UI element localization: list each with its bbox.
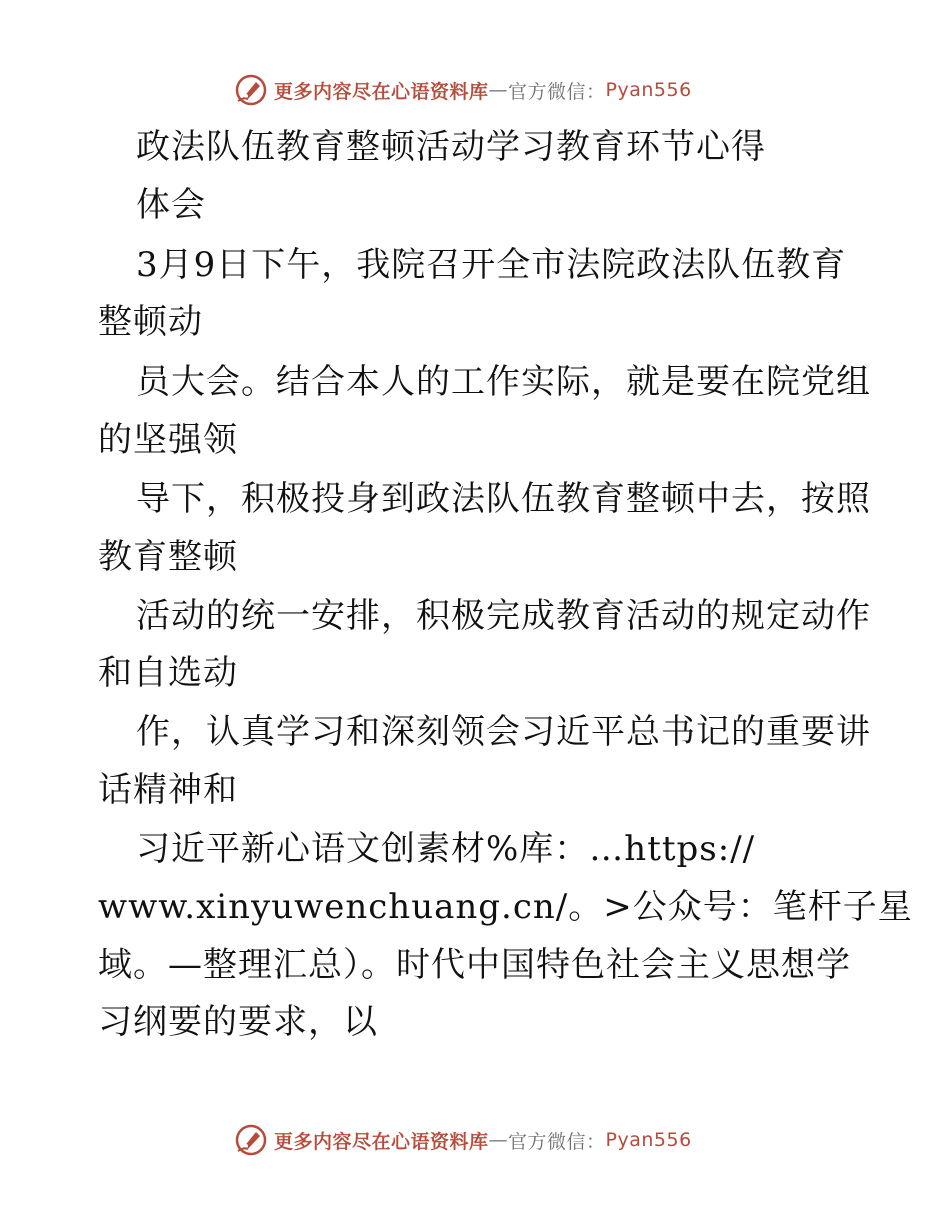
banner-wechat-label: 官方微信： <box>508 80 606 103</box>
doc-line: 政法队伍教育整顿活动学习教育环节心得 <box>136 127 766 167</box>
banner-main-text: 更多内容尽在心语资料库 <box>274 80 489 103</box>
pen-nib-logo-icon <box>234 1123 268 1157</box>
banner-dash: — <box>488 79 509 101</box>
doc-line: 域。—整理汇总）。时代中国特色社会主义思想学 <box>98 945 851 985</box>
footer-watermark-banner <box>234 1120 714 1160</box>
pen-nib-logo-icon <box>234 73 268 107</box>
doc-line: www.xinyuwenchuang.cn/。>公众号：笔杆子星 <box>98 887 913 927</box>
banner-dash: — <box>488 1129 509 1151</box>
banner-main-text: 更多内容尽在心语资料库 <box>274 1130 489 1153</box>
doc-line: 整顿动 <box>98 302 203 342</box>
doc-line: 员大会。结合本人的工作实际，就是要在院党组 <box>136 362 871 402</box>
doc-line: 习纲要的要求，以 <box>98 1002 378 1042</box>
banner-wechat-id: Pyan556 <box>605 1129 692 1151</box>
doc-line: 教育整顿 <box>98 537 238 577</box>
doc-line: 的坚强领 <box>98 420 238 460</box>
header-watermark-banner <box>234 70 714 110</box>
banner-wechat-id: Pyan556 <box>605 79 692 101</box>
doc-line: 导下，积极投身到政法队伍教育整顿中去，按照 <box>136 479 871 519</box>
banner-wechat-label: 官方微信： <box>508 1130 606 1153</box>
doc-line: 活动的统一安排，积极完成教育活动的规定动作 <box>136 596 871 636</box>
doc-line: 3月9日下午，我院召开全市法院政法队伍教育 <box>136 245 847 285</box>
doc-line: 作，认真学习和深刻领会习近平总书记的重要讲 <box>136 712 871 752</box>
doc-line: 体会 <box>136 185 206 225</box>
doc-line: 习近平新心语文创素材%库：…https:// <box>136 829 756 869</box>
doc-line: 话精神和 <box>98 770 238 810</box>
doc-line: 和自选动 <box>98 653 238 693</box>
